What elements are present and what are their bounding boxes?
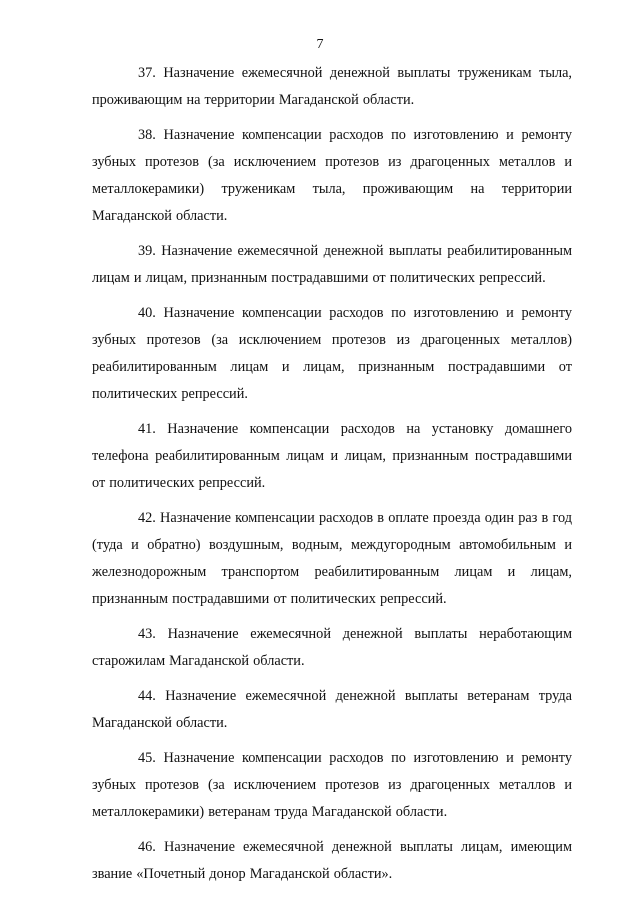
list-item-39: 39. Назначение ежемесячной денежной выплаты реабилитированным лицам и лицам, признанным пострадавшими от политических репрессий. bbox=[92, 243, 572, 286]
list-item-43: 43. Назначение ежемесячной денежной выплаты неработающим старожилам Магаданской области. bbox=[92, 626, 572, 669]
list-item-46: 46. Назначение ежемесячной денежной выплаты лицам, имеющим звание «Почетный донор Магаданской области». bbox=[92, 839, 572, 882]
document-body bbox=[92, 60, 572, 896]
list-item-38: 38. Назначение компенсации расходов по изготовлению и ремонту зубных протезов (за исключением протезов из драгоценных металлов и металлокерамики) труженикам тыла, проживающим на территории Магаданской области. bbox=[92, 127, 572, 224]
list-item-44: 44. Назначение ежемесячной денежной выплаты ветеранам труда Магаданской области. bbox=[92, 688, 572, 731]
list-item-45: 45. Назначение компенсации расходов по изготовлению и ремонту зубных протезов (за исключением протезов из драгоценных металлов и металлокерамики) ветеранам труда Магаданской области. bbox=[92, 750, 572, 820]
page-number: 7 bbox=[316, 37, 324, 52]
list-item-42: 42. Назначение компенсации расходов в оплате проезда один раз в год (туда и обратно) воздушным, водным, междугородным автомобильным и железнодорожным транспортом реабилитированным лицам и лицам, признанным пострадавшими от политических репрессий. bbox=[92, 510, 572, 607]
list-item-41: 41. Назначение компенсации расходов на установку домашнего телефона реабилитированным лицам и лицам, признанным пострадавшими от политических репрессий. bbox=[92, 421, 572, 491]
list-item-37: 37. Назначение ежемесячной денежной выплаты труженикам тыла, проживающим на территории Магаданской области. bbox=[92, 65, 572, 108]
list-item-40: 40. Назначение компенсации расходов по изготовлению и ремонту зубных протезов (за исключением протезов из драгоценных металлов) реабилитированным лицам и лицам, признанным пострадавшими от политических репрессий. bbox=[92, 305, 572, 402]
